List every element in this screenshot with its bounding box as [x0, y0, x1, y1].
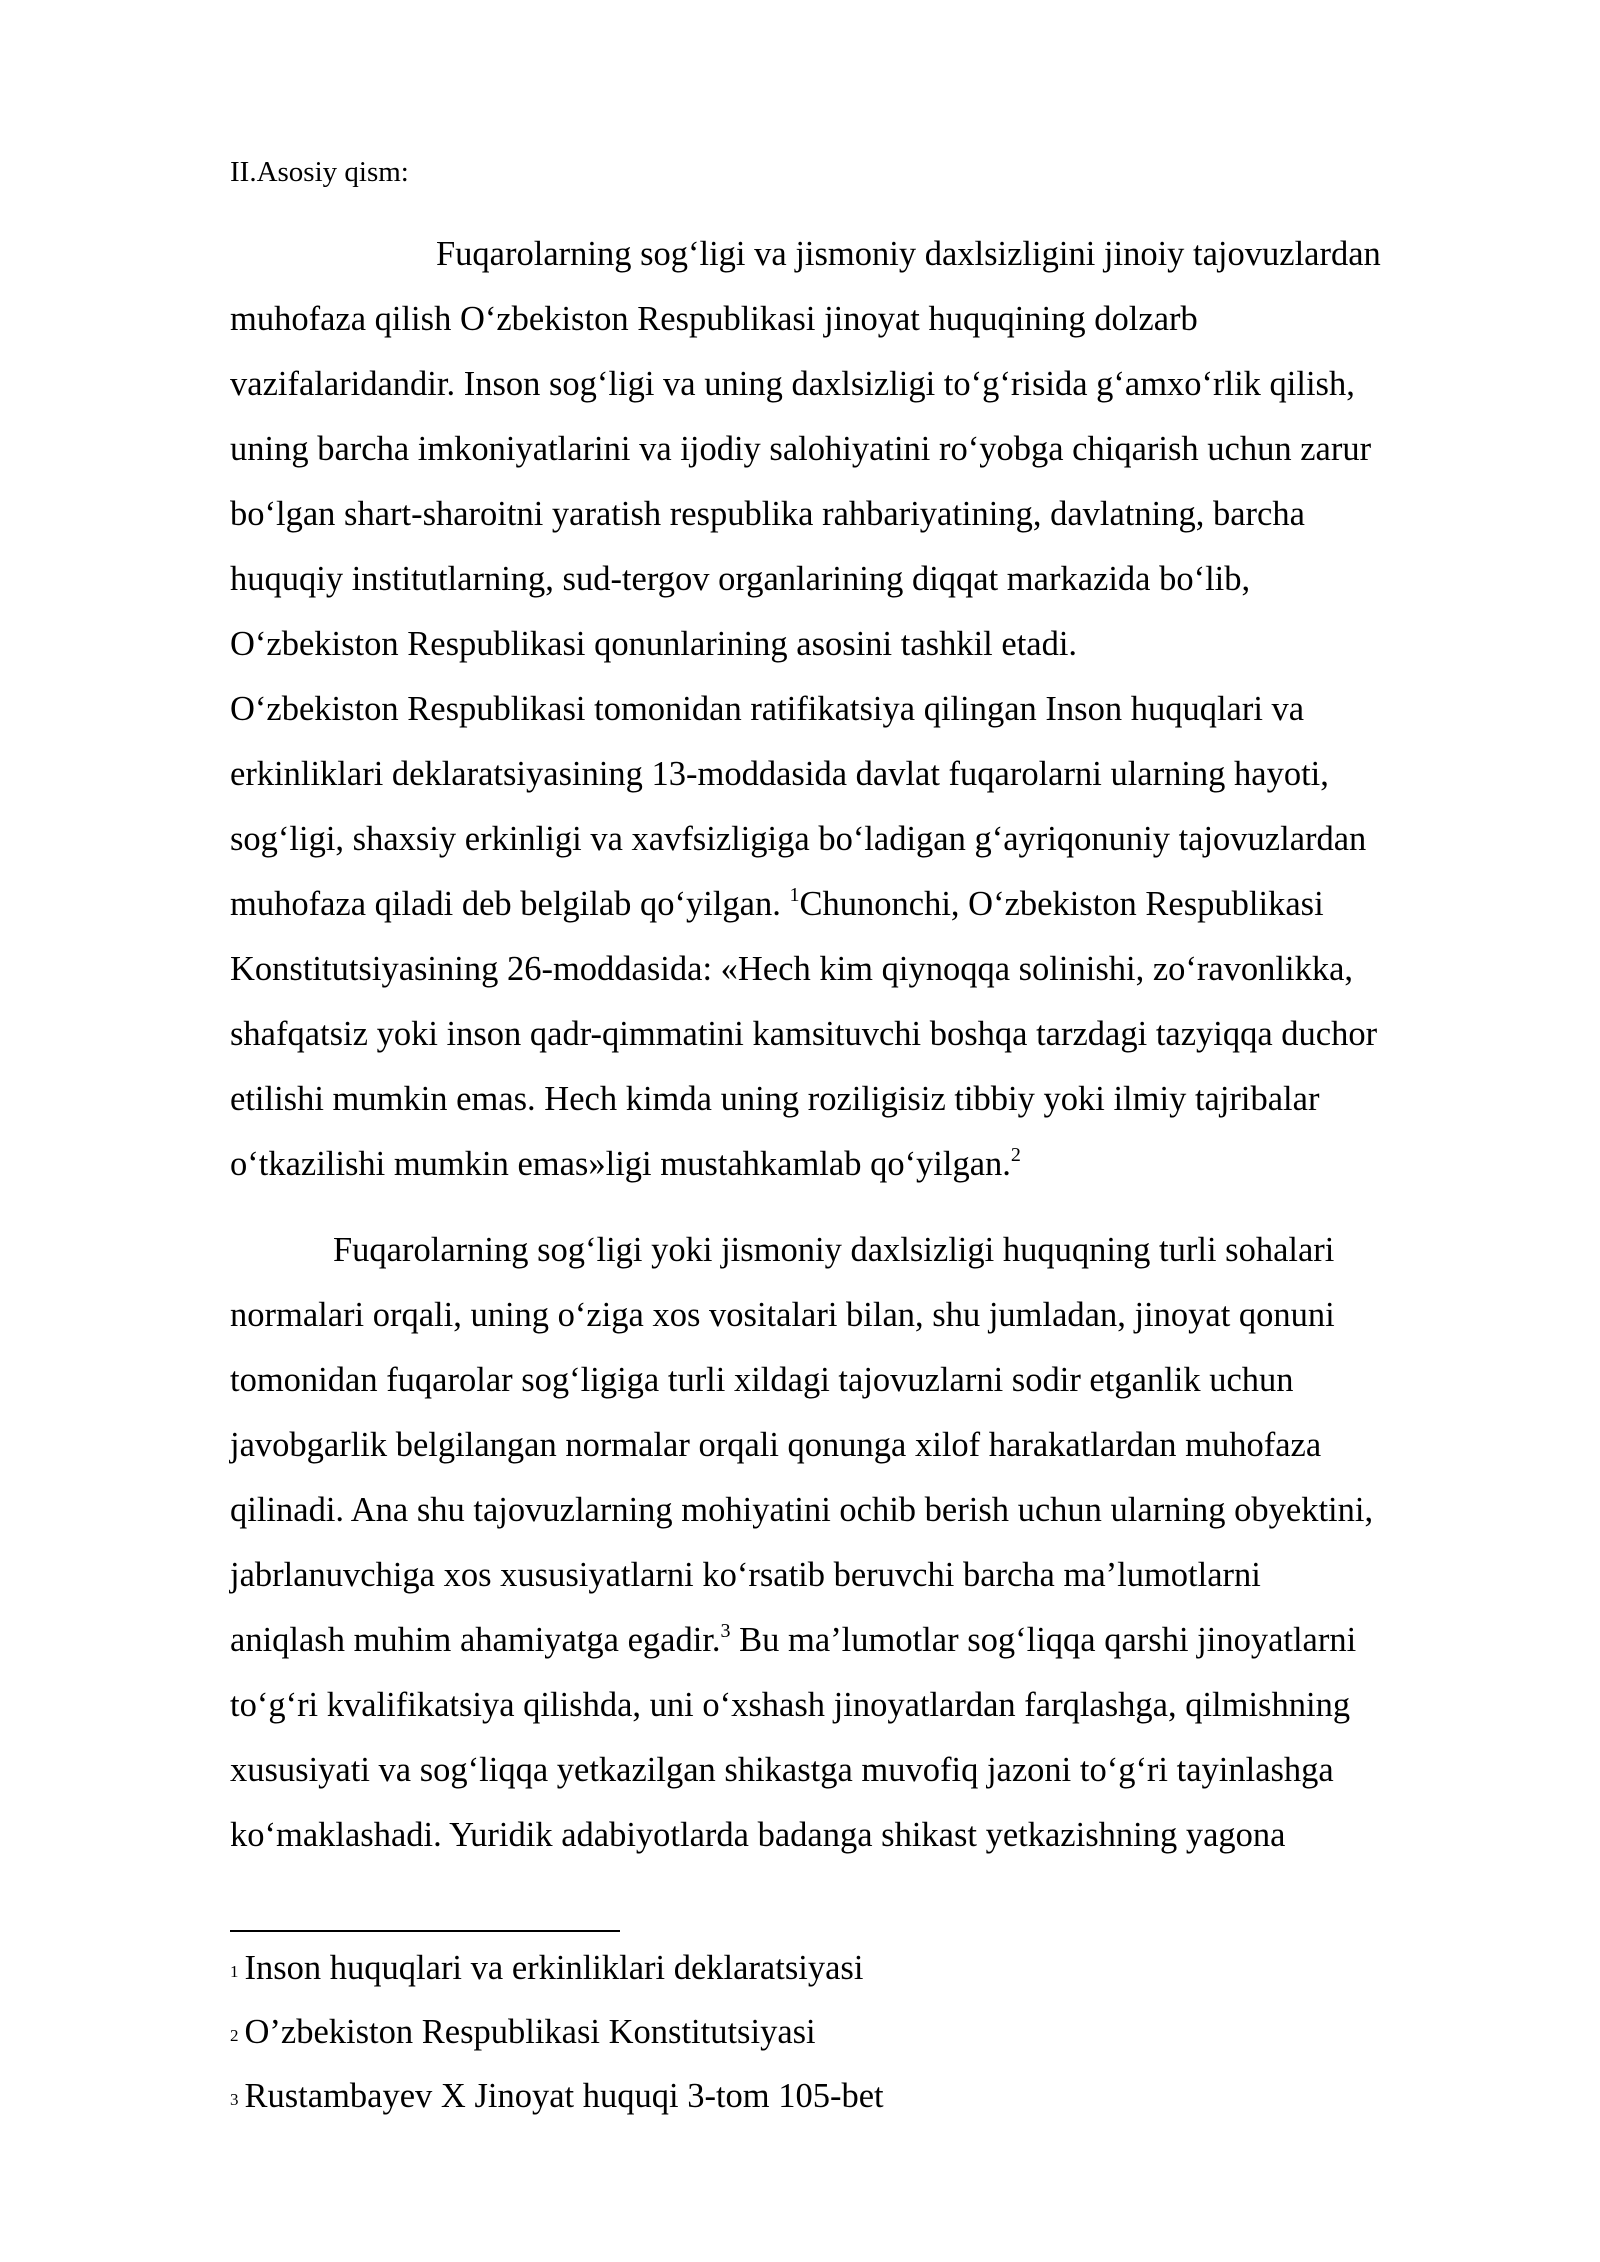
footnote-1 — [230, 1946, 863, 1996]
text-line: xususiyati va sog‘liqqa yetkazilgan shikastga muvofiq jazoni to‘g‘ri tayinlashga — [230, 1751, 1334, 1789]
text-line: qilinadi. Ana shu tajovuzlarning mohiyatini ochib berish uchun ularning obyektini, — [230, 1491, 1374, 1529]
text-line — [230, 1142, 1021, 1186]
text-line: muhofaza qilish O‘zbekiston Respublikasi jinoyat huquqining dolzarb — [230, 300, 1198, 338]
text-line: javobgarlik belgilangan normalar orqali qonunga xilof harakatlardan muhofaza — [230, 1426, 1322, 1464]
line-text: muhofaza qiladi deb belgilab qo‘yilgan. — [230, 885, 790, 923]
text-line: vazifalaridandir. Inson sog‘ligi va uning daxlsizligi to‘g‘risida g‘amxo‘rlik qilish, — [230, 365, 1355, 403]
footnote-3 — [230, 2074, 884, 2124]
footnote-number: 2 — [230, 2026, 239, 2045]
line-text: o‘tkazilishi mumkin emas»ligi mustahkamlab qo‘yilgan. — [230, 1145, 1011, 1183]
text-line — [230, 882, 1324, 926]
text-line: O‘zbekiston Respublikasi tomonidan ratifikatsiya qilingan Inson huquqlari va — [230, 690, 1305, 728]
footnote-2 — [230, 2010, 816, 2060]
text-line: etilishi mumkin emas. Hech kimda uning roziligisiz tibbiy yoki ilmiy tajribalar — [230, 1080, 1320, 1118]
section-heading: II.Asosiy qism: — [230, 156, 409, 188]
footnote-ref-3[interactable]: 3 — [720, 1620, 731, 1642]
text-line: erkinliklari deklaratsiyasining 13-moddasida davlat fuqarolarni ularning hayoti, — [230, 755, 1329, 793]
line-text: Bu ma’lumotlar sog‘liqqa qarshi jinoyatlarni — [730, 1621, 1357, 1659]
text-line: tomonidan fuqarolar sog‘ligiga turli xildagi tajovuzlarni sodir etganlik uchun — [230, 1361, 1294, 1399]
text-line: Fuqarolarning sog‘ligi yoki jismoniy daxlsizligi huquqning turli sohalari — [333, 1231, 1335, 1269]
text-line: O‘zbekiston Respublikasi qonunlarining asosini tashkil etadi. — [230, 625, 1078, 663]
text-line: sog‘ligi, shaxsiy erkinligi va xavfsizligiga bo‘ladigan g‘ayriqonuniy tajovuzlardan — [230, 820, 1367, 858]
footnote-text: Rustambayev X Jinoyat huquqi 3-tom 105-bet — [244, 2077, 884, 2115]
text-line: uning barcha imkoniyatlarini va ijodiy salohiyatini ro‘yobga chiqarish uchun zarur — [230, 430, 1372, 468]
footnote-ref-2[interactable]: 2 — [1010, 1144, 1021, 1166]
line-text: Chunonchi, O‘zbekiston Respublikasi — [799, 885, 1324, 923]
text-line: ko‘maklashadi. Yuridik adabiyotlarda badanga shikast yetkazishning yagona — [230, 1816, 1286, 1854]
footnote-text: O’zbekiston Respublikasi Konstitutsiyasi — [244, 2013, 816, 2051]
footnote-ref-1[interactable]: 1 — [789, 884, 800, 906]
text-line: to‘g‘ri kvalifikatsiya qilishda, uni o‘xshash jinoyatlardan farqlashga, qilmishning — [230, 1686, 1351, 1724]
text-line: huquqiy institutlarning, sud-tergov organlarining diqqat markazida bo‘lib, — [230, 560, 1251, 598]
text-line: Fuqarolarning sog‘ligi va jismoniy daxlsizligini jinoiy tajovuzlardan — [436, 235, 1381, 273]
text-line: normalari orqali, uning o‘ziga xos vositalari bilan, shu jumladan, jinoyat qonuni — [230, 1296, 1335, 1334]
footnote-number: 1 — [230, 1962, 239, 1981]
footnote-text: Inson huquqlari va erkinliklari deklaratsiyasi — [244, 1949, 864, 1987]
text-line: Konstitutsiyasining 26-moddasida: «Hech kim qiynoqqa solinishi, zo‘ravonlikka, — [230, 950, 1354, 988]
text-line: shafqatsiz yoki inson qadr-qimmatini kamsituvchi boshqa tarzdagi tazyiqqa duchor — [230, 1015, 1378, 1053]
text-line: bo‘lgan shart-sharoitni yaratish respublika rahbariyatining, davlatning, barcha — [230, 495, 1305, 533]
footnote-number: 3 — [230, 2090, 239, 2109]
footnote-separator — [230, 1930, 620, 1932]
line-text: aniqlash muhim ahamiyatga egadir. — [230, 1621, 721, 1659]
text-line — [230, 1618, 1356, 1662]
text-line: jabrlanuvchiga xos xususiyatlarni ko‘rsatib beruvchi barcha ma’lumotlarni — [230, 1556, 1261, 1594]
